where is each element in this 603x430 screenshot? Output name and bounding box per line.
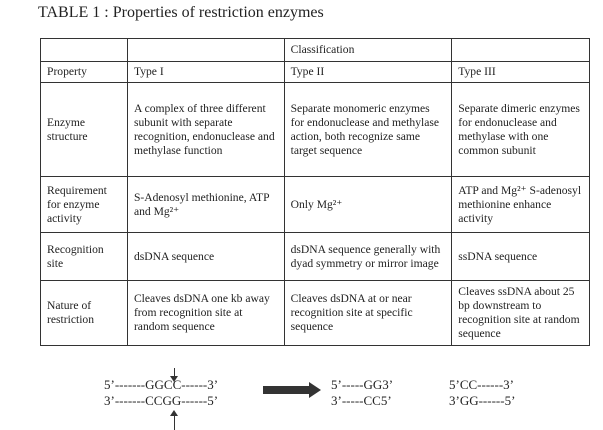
property-cell: Enzyme structure bbox=[41, 83, 128, 177]
property-cell: Recognition site bbox=[41, 233, 128, 281]
table-row bbox=[41, 281, 590, 346]
header-type-3: Type III bbox=[452, 62, 590, 83]
classification-header: Classification bbox=[284, 39, 452, 62]
header-type-2: Type II bbox=[284, 62, 452, 83]
type-3-cell: ssDNA sequence bbox=[452, 233, 590, 281]
property-cell: Nature of restriction bbox=[41, 281, 128, 346]
type-2-cell: dsDNA sequence generally with dyad symmetry or mirror image bbox=[284, 233, 452, 281]
type-1-cell: A complex of three different subunit with separate recognition, endonuclease and methylase function bbox=[127, 83, 284, 177]
fragment-2-bottom: 3’GG------5’ bbox=[449, 393, 516, 408]
original-strand-bottom: 3’-------CCGG------5’ bbox=[104, 393, 219, 408]
type-2-cell: Cleaves dsDNA at or near recognition site at specific sequence bbox=[284, 281, 452, 346]
header-type-1: Type I bbox=[127, 62, 284, 83]
table-title: TABLE 1 : Properties of restriction enzymes bbox=[38, 4, 324, 21]
property-cell: Requirement for enzyme activity bbox=[41, 177, 128, 233]
type-2-cell: Only Mg²⁺ bbox=[284, 177, 452, 233]
fragment-1-bottom: 3’-----CC5’ bbox=[331, 393, 392, 408]
type-2-cell: Separate monomeric enzymes for endonuclease and methylase action, both recognize same target sequence bbox=[284, 83, 452, 177]
fragment-2-top: 5’CC------3’ bbox=[449, 377, 514, 392]
reaction-arrowhead bbox=[309, 382, 321, 398]
original-strand-top: 5’-------GGCC------3’ bbox=[104, 377, 219, 392]
group-header-row bbox=[41, 39, 590, 62]
fragment-1-top: 5’-----GG3’ bbox=[331, 377, 394, 392]
cut-arrow-bottom bbox=[174, 416, 175, 430]
type-3-cell: ATP and Mg²⁺ S-adenosyl methionine enhance activity bbox=[452, 177, 590, 233]
restriction-enzyme-table bbox=[40, 38, 590, 346]
type-3-cell: Cleaves ssDNA about 25 bp downstream to recognition site at random sequence bbox=[452, 281, 590, 346]
table-row bbox=[41, 83, 590, 177]
type-3-cell: Separate dimeric enzymes for endonuclease and methylase with one common subunit bbox=[452, 83, 590, 177]
type-1-cell: S-Adenosyl methionine, ATP and Mg²⁺ bbox=[127, 177, 284, 233]
header-row bbox=[41, 62, 590, 83]
reaction-arrow bbox=[263, 386, 311, 394]
type-1-cell: Cleaves dsDNA one kb away from recognition site at random sequence bbox=[127, 281, 284, 346]
table-row bbox=[41, 177, 590, 233]
table-row bbox=[41, 233, 590, 281]
type-1-cell: dsDNA sequence bbox=[127, 233, 284, 281]
header-property: Property bbox=[41, 62, 128, 83]
